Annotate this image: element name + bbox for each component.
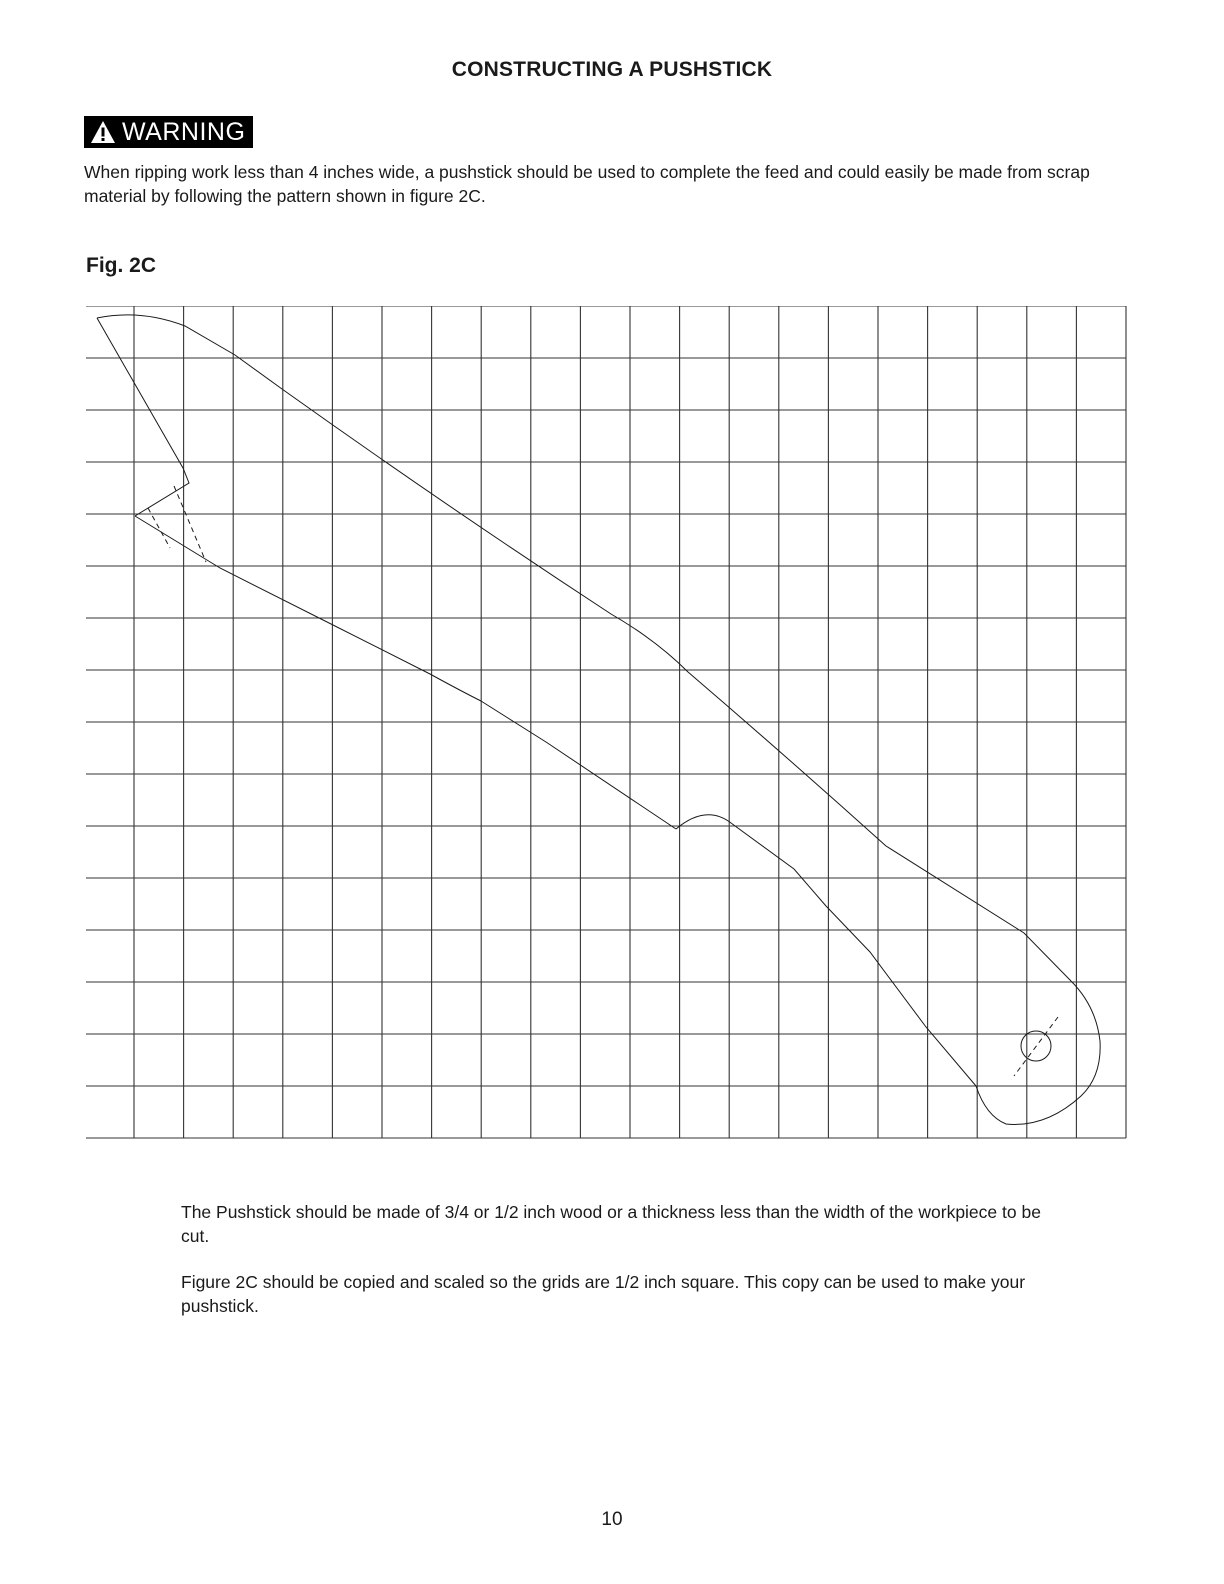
pushstick-diagram bbox=[86, 306, 1128, 1142]
figure-label: Fig. 2C bbox=[86, 254, 157, 277]
warning-text: When ripping work less than 4 inches wide, a pushstick should be used to complete the feed and could easily be made from scrap material by following the pattern shown in figure 2C. bbox=[84, 162, 1090, 206]
notes-paragraph-thickness: The Pushstick should be made of 3/4 or 1/2 inch wood or a thickness less than the width of the workpiece to be cut. bbox=[181, 1202, 1041, 1246]
pushstick-outline bbox=[97, 315, 1100, 1125]
page-number: 10 bbox=[601, 1509, 623, 1530]
warning-label: WARNING bbox=[122, 117, 246, 146]
warning-badge bbox=[84, 116, 253, 148]
notes-paragraph-scaling: Figure 2C should be copied and scaled so the grids are 1/2 inch square. This copy can be used to make your pushstick. bbox=[181, 1272, 1026, 1316]
page-title: CONSTRUCTING A PUSHSTICK bbox=[451, 58, 773, 81]
warning-triangle-icon bbox=[90, 120, 116, 144]
notes bbox=[181, 1200, 1061, 1340]
pushstick-figure bbox=[86, 306, 1128, 1147]
pushstick-dashed-lines bbox=[148, 486, 1058, 1076]
grid bbox=[86, 306, 1126, 1138]
